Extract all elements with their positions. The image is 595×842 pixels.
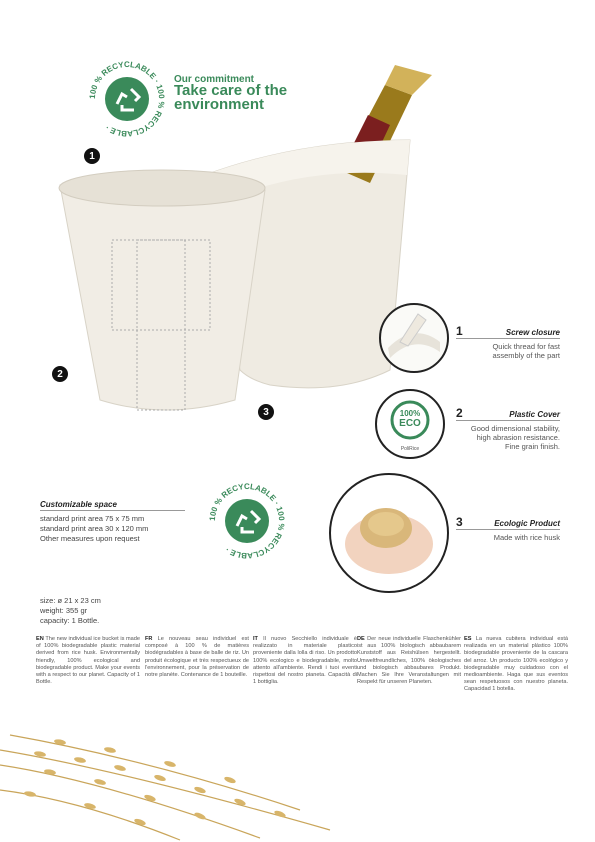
svg-text:ECO: ECO [399,418,421,429]
rice-stalks-image [0,730,360,842]
commitment-title: Take care of the environment [174,82,288,113]
description-es: ES La nueva cubitera individual está realizada en un material plástico 100% biodegradable proveniente de la cascara del arroz. Un producto 100% ecológico y biodegradable muy cuidadoso con el medioambiente. Haga que sus eventos sean respetuosos con nuestro planeta. Capacidad 1 botella. [464,636,568,693]
front-bucket [60,174,265,410]
feature-1-divider [456,338,560,339]
feature-2-number: 2 [456,406,463,420]
print-area-line-2: standard print area 30 x 120 mm [40,524,149,533]
feature-1-number: 1 [456,324,463,338]
print-area-line-3: Other measures upon request [40,534,140,543]
feature-2-title: Plastic Cover [509,410,560,419]
plastic-cover-image [374,388,446,460]
customizable-divider [40,510,185,511]
feature-3-description: Made with rice husk [493,533,560,542]
customizable-title: Customizable space [40,500,117,509]
print-area-line-1: standard print area 75 x 75 mm [40,514,145,523]
svg-text:PoliRice: PoliRice [400,446,420,452]
svg-text:100 % RECYCLABLE · 100 % RECYC: 100 % RECYCLABLE · 100 % RECYCLABLE · [207,481,287,561]
description-de: DE Der neue individuelle Flaschenkühler ist aus 100% biologisch abbaubarem Kunststoff aus Reishülsen hergestellt. Umweltfreundliches, 100% ökologisches und biologisch abbaubares Produkt. Machen Sie Ihre Veranstaltungen mit Respekt für unseren Planeten. [357,636,461,686]
spec-capacity: capacity: 1 Bottle. [40,616,100,625]
feature-1-title: Screw closure [505,328,560,337]
recyclable-badge-middle [206,480,288,562]
spec-size: size: ø 21 x 23 cm [40,596,101,605]
badge-ring-text: 100 % RECYCLABLE · 100 % RECYCLABLE · [87,59,167,139]
description-en: EN The new individual ice bucket is made of 100% biodegradable plastic material derived from rice husk. Environmentally friendly, 100% ecological and biodegradable product. Make your events with a respect to our planet. Capacity of 1 Bottle. [36,636,140,686]
spec-weight: weight: 355 gr [40,606,88,615]
feature-3-number: 3 [456,515,463,529]
marker-3: 3 [258,404,274,420]
feature-2-divider [456,420,560,421]
feature-1-description: Quick thread for fast assembly of the part [492,342,560,360]
feature-2-description: Good dimensional stability, high abrasion resistance. Fine grain finish. [470,424,560,451]
description-fr: FR Le nouveau seau individuel est composé à 100 % de matières biodégradables à base de balle de riz. Un produit écologique et très respectueux de l'environnement, pour la préservation de notre planète. Contenance de 1 bouteille. [145,636,249,679]
feature-3-title: Ecologic Product [494,519,560,528]
rice-hands-image [328,472,450,594]
feature-3-divider [456,529,560,530]
svg-text:100%: 100% [399,409,421,418]
description-it: IT Il nuovo Secchiello individuale è realizzato in materiale plastico proveniente dalla lolla di riso. Un prodotto 100% ecologico e biodegradabile, molto attento all'ambiente. Rendi i tuoi eventi rispettosi del nostro pianeta. Capacità di 1 bottiglia. [253,636,357,686]
marker-2: 2 [52,366,68,382]
marker-1: 1 [84,148,100,164]
screw-closure-image [378,302,450,374]
front-bucket-rim [59,170,265,206]
commitment-label: Our commitment [174,74,255,85]
